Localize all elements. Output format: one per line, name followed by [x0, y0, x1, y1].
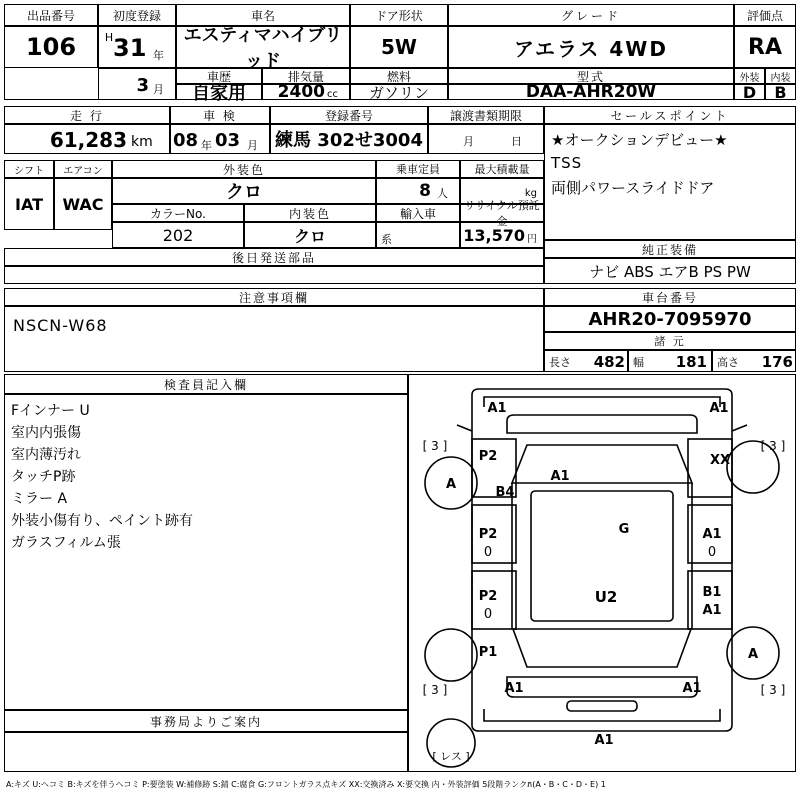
mark-left-fender-upper: P2	[478, 448, 498, 464]
label-shift: シフト	[4, 160, 54, 178]
unit-mileage: km	[131, 134, 153, 150]
value-exterior-grade: D	[734, 84, 765, 100]
value-seats	[376, 178, 460, 204]
unit-inspection-year: 年	[201, 139, 212, 152]
value-first-reg-era: H	[104, 30, 114, 44]
unit-first-reg-month: 月	[153, 83, 164, 96]
value-rating: RA	[734, 26, 796, 68]
mark-right-rear-wheel: A	[747, 646, 759, 662]
unit-seats: 人	[437, 187, 448, 200]
value-inspection	[170, 124, 270, 154]
sales-point-line-1: ★オークションデビュー★	[551, 130, 728, 149]
mark-front-right-top: A1	[709, 400, 729, 416]
label-office: 事務局よりご案内	[4, 710, 408, 732]
label-interior-grade: 内装	[765, 68, 796, 84]
value-grade: アエラス 4WD	[448, 26, 734, 68]
mark-right-bracket-bottom: [ 3 ]	[760, 683, 786, 697]
inspector-line-2: 室内内張傷	[11, 425, 81, 441]
value-mileage-num: 61,283	[49, 128, 127, 152]
mark-left-door-mid: P2	[478, 526, 498, 542]
mark-left-rear-0: 0	[483, 606, 493, 622]
value-recycle-deposit	[460, 222, 544, 248]
label-transfer-deadline: 譲渡書類期限	[428, 106, 544, 124]
mark-roof-g: G	[618, 521, 630, 537]
label-origin: 諸 元	[544, 332, 796, 350]
label-door-shape: ドア形状	[350, 4, 448, 26]
value-later-parts	[4, 266, 544, 284]
value-exterior-color: クロ	[112, 178, 376, 204]
unit-first-reg-year: 年	[153, 49, 164, 62]
value-fuel: ガソリン	[350, 84, 448, 100]
value-mileage	[4, 124, 170, 154]
label-seats: 乗車定員	[376, 160, 460, 178]
mark-left-rear-wheel: P1	[478, 644, 498, 660]
mark-rear-left-a1: A1	[504, 680, 524, 696]
mark-rear-right-a1: A1	[682, 680, 702, 696]
mark-right-bracket-top: [ 3 ]	[760, 439, 786, 453]
mark-left-bracket-bottom: [ 3 ]	[422, 683, 448, 697]
mark-left-rear-p2: P2	[478, 588, 498, 604]
notes-box	[4, 306, 544, 372]
label-fuel: 燃料	[350, 68, 448, 84]
inspector-line-6: 外装小傷有り、ペイント跡有	[11, 513, 193, 529]
value-seats-num: 8	[419, 181, 431, 201]
mark-right-rear-b1: B1	[702, 584, 722, 600]
mark-hood: A1	[550, 468, 570, 484]
value-interior-grade: B	[765, 84, 796, 100]
label-inspection: 車 検	[170, 106, 270, 124]
label-first-reg: 初度登録	[98, 4, 176, 26]
label-notes: 注意事項欄	[4, 288, 544, 306]
label-width: 幅	[633, 356, 644, 369]
unit-max-load: kg	[524, 187, 537, 199]
label-displacement: 排気量	[262, 68, 350, 84]
sales-point-box	[544, 124, 796, 240]
mark-left-front-wheel: A	[445, 476, 457, 492]
office-box	[4, 732, 408, 772]
value-displacement-num: 2400	[277, 82, 325, 102]
label-rating: 評価点	[734, 4, 796, 26]
mark-spare-tire: [ レス ]	[432, 750, 470, 763]
value-genuine-equip: ナビ ABS エアB PS PW	[544, 258, 796, 284]
label-interior-color: 内装色	[244, 204, 376, 222]
value-transfer-deadline	[428, 124, 544, 154]
label-inspector: 検査員記入欄	[4, 374, 408, 394]
label-later-parts: 後日発送部品	[4, 248, 544, 266]
label-height: 高さ	[717, 356, 739, 369]
label-import: 輸入車	[376, 204, 460, 222]
label-genuine-equip: 純正装備	[544, 240, 796, 258]
mark-rear-bumper-a1: A1	[594, 732, 614, 748]
value-length: 482	[593, 353, 625, 371]
value-displacement	[262, 84, 350, 100]
value-history: 自家用	[176, 84, 262, 100]
mark-left-door-mid-2: 0	[483, 544, 493, 560]
value-interior-color: クロ	[244, 222, 376, 248]
label-color-no: カラーNo.	[112, 204, 244, 222]
value-color-no: 202	[112, 222, 244, 248]
value-first-reg	[98, 26, 176, 68]
dim-width	[628, 350, 712, 372]
value-first-reg-month-num: 3	[136, 74, 149, 96]
mark-right-rear-a1: A1	[702, 602, 722, 618]
value-door-shape: 5W	[350, 26, 448, 68]
car-diagram	[408, 374, 796, 772]
car-diagram-svg	[409, 375, 795, 771]
mark-rear-u2: U2	[594, 588, 618, 606]
label-reg-number: 登録番号	[270, 106, 428, 124]
value-width: 181	[675, 353, 707, 371]
value-import	[376, 222, 460, 248]
mark-right-fender-upper: XX	[709, 452, 731, 468]
inspector-line-5: ミラー A	[11, 491, 68, 507]
value-shift: IAT	[4, 178, 54, 230]
value-aircon: WAC	[54, 178, 112, 230]
sales-point-line-2: TSS	[551, 154, 583, 172]
value-height: 176	[761, 353, 793, 371]
value-import-suffix: 系	[381, 233, 392, 246]
dim-length	[544, 350, 628, 372]
label-mileage: 走 行	[4, 106, 170, 124]
label-exterior-color: 外装色	[112, 160, 376, 178]
label-max-load: 最大積載量	[460, 160, 544, 178]
label-aircon: エアコン	[54, 160, 112, 178]
value-model-code: DAA-AHR20W	[448, 84, 734, 100]
label-recycle-deposit: リサイクル預託金	[460, 204, 544, 222]
mark-right-door-a1: A1	[702, 526, 722, 542]
value-first-reg-year: 31	[113, 34, 147, 62]
value-first-reg-month	[98, 68, 176, 100]
inspector-line-3: 室内薄汚れ	[11, 447, 81, 463]
value-lot-no: 106	[4, 26, 98, 68]
inspector-box	[4, 394, 408, 710]
unit-transfer-month: 月	[463, 135, 474, 148]
label-model-code: 型式	[448, 68, 734, 84]
value-car-name: エスティマハイブリッド	[176, 26, 350, 68]
label-history: 車歴	[176, 68, 262, 84]
label-sales-point: セールスポイント	[544, 106, 796, 124]
unit-inspection-month: 月	[247, 139, 258, 152]
inspector-line-1: Fインナー U	[11, 403, 90, 419]
value-recycle-num: 13,570	[463, 225, 525, 245]
value-inspection-year: 08	[173, 129, 199, 151]
label-length: 長さ	[549, 356, 571, 369]
unit-transfer-day: 日	[511, 135, 522, 148]
label-exterior-grade: 外装	[734, 68, 765, 84]
value-chassis-no: AHR20-7095970	[544, 306, 796, 332]
label-lot-no: 出品番号	[4, 4, 98, 26]
value-inspection-month: 03	[215, 129, 241, 151]
inspector-line-4: タッチP跡	[11, 469, 76, 485]
mark-right-door-0: 0	[707, 544, 717, 560]
inspector-line-7: ガラスフィルム張	[11, 535, 121, 551]
label-grade: グレード	[448, 4, 734, 26]
legend-text: A:キズ U:ヘコミ B:キズを伴うヘコミ P:要塗装 W:補修跡 S:錆 C:腐食 G:フロントガラス点キズ XX:交換済み X:要交換 内・外装評価 5段階ランクភ(A・B・C・D・E) 1	[6, 780, 606, 789]
mark-front-left-top: A1	[487, 400, 507, 416]
dim-height	[712, 350, 796, 372]
mark-left-bracket-top: [ 3 ]	[422, 439, 448, 453]
label-car-name: 車名	[176, 4, 350, 26]
mark-left-door-b4: B4	[495, 484, 515, 500]
sales-point-line-3: 両側パワースライドドア	[551, 178, 715, 197]
label-chassis-no: 車台番号	[544, 288, 796, 306]
unit-displacement: cc	[327, 88, 338, 100]
unit-recycle: 円	[527, 233, 537, 245]
value-reg-number: 練馬 302せ3004	[270, 124, 428, 154]
value-notes: NSCN-W68	[13, 315, 108, 335]
